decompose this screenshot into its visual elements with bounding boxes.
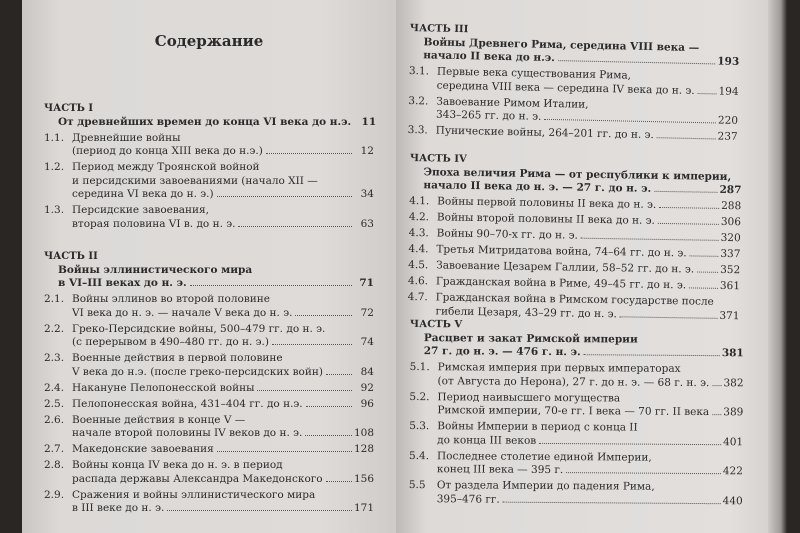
dot-leader — [190, 285, 352, 286]
toc-entry — [44, 293, 374, 320]
toc-line — [72, 502, 374, 516]
page-number: 287 — [719, 183, 742, 197]
line-text: начало II века до н.э. — [423, 49, 555, 65]
entry-number: 2.4. — [44, 381, 65, 394]
dot-leader — [305, 435, 352, 436]
page-number: 63 — [360, 217, 374, 230]
line-text: распада державы Александра Македонского — [72, 472, 323, 485]
line-text: Пелопонесская война, 431–404 гг. до н.э. — [72, 397, 303, 410]
line-text: Греко-Персидские войны, 500–479 гг. до н. э. — [72, 322, 326, 335]
dot-leader — [539, 442, 721, 444]
line-text: (от Августа до Нерона), 27 г. до н. э. — 68 г. н. э. — [437, 374, 710, 389]
toc-entry — [44, 382, 374, 396]
page-number: 193 — [717, 55, 740, 68]
part-title — [44, 115, 377, 130]
line-text: начале второй половины IV веков до н. э. — [72, 427, 303, 439]
entry-number: 2.2. — [44, 322, 65, 335]
page-number: 288 — [721, 199, 742, 213]
page-number: 220 — [717, 114, 739, 127]
dot-leader — [217, 451, 352, 452]
toc-line — [72, 459, 374, 473]
part-1 — [44, 102, 377, 231]
toc-line — [436, 243, 740, 261]
part-5 — [409, 318, 744, 508]
toc-line — [72, 218, 374, 232]
line-text: Македонские завоевания — [72, 443, 214, 455]
toc-entry — [44, 204, 374, 231]
entry-number: 3.1. — [408, 64, 430, 78]
dot-leader — [295, 315, 352, 316]
toc-line — [436, 275, 740, 293]
toc-line — [72, 175, 374, 189]
toc-line — [72, 323, 374, 337]
part-label: ЧАСТЬ II — [44, 251, 98, 262]
line-text: Сражения и войны эллинистического мира — [72, 488, 316, 501]
toc-entry — [44, 489, 374, 516]
page-number: 194 — [718, 84, 739, 98]
toc-line — [72, 336, 374, 350]
line-text: Древнейшие войны — [72, 131, 181, 144]
dot-leader — [697, 272, 718, 273]
line-text: Войны эллинов во второй половине — [72, 293, 270, 305]
line-text: в VI–III веках до н. э. — [58, 277, 187, 289]
toc-line — [436, 125, 738, 145]
line-text: Войны конца IV века до н. э. в период — [72, 459, 283, 471]
page-number: 401 — [723, 435, 744, 448]
entry-number: 5.3. — [409, 419, 430, 433]
toc-entry — [409, 420, 743, 449]
part-title — [409, 35, 739, 69]
toc-line — [437, 211, 741, 229]
line-text: Третья Митридатова война, 74–64 гг. до н. э. — [436, 243, 687, 260]
page-number: 12 — [360, 145, 374, 157]
page-number: 34 — [360, 188, 374, 200]
page-number: 11 — [361, 115, 377, 128]
page-number: 381 — [721, 347, 744, 360]
toc-entry — [409, 449, 743, 478]
dot-leader — [584, 354, 720, 356]
page-number: 237 — [717, 130, 738, 143]
page-number: 371 — [719, 309, 740, 322]
entry-number: 4.6. — [407, 274, 429, 288]
part-title — [410, 331, 744, 360]
toc-line — [58, 264, 374, 278]
page-number: 71 — [359, 277, 374, 289]
dot-leader — [266, 153, 352, 154]
toc-line — [437, 404, 743, 420]
page-number: 361 — [719, 279, 741, 293]
dot-leader — [657, 137, 716, 139]
toc-entry — [44, 323, 374, 350]
line-text: Военные действия в первой половине — [72, 352, 283, 364]
toc-entry — [44, 161, 374, 202]
part-2 — [44, 250, 374, 516]
toc-line — [72, 145, 374, 159]
line-text: Гражданская война в Римском государстве после — [435, 291, 714, 308]
dot-leader — [167, 510, 352, 511]
part-label: ЧАСТЬ IV — [409, 152, 467, 165]
toc-entry — [44, 459, 374, 486]
line-text: От раздела Империи до падения Рима, — [436, 479, 655, 493]
dot-leader — [544, 119, 716, 124]
line-text: Пунические войны, 264–201 гг. до н. э. — [435, 124, 654, 142]
line-text: Войны эллинистического мира — [58, 263, 253, 276]
line-text: Войны 90–70-х гг. до н. э. — [436, 227, 579, 242]
page-number: 382 — [723, 376, 744, 389]
line-text: середина VIII века — середина IV века до н. э. — [436, 79, 695, 97]
entry-number: 2.9. — [44, 488, 65, 501]
page-number: 84 — [360, 365, 374, 378]
dot-leader — [326, 481, 352, 482]
book-edge — [768, 0, 800, 533]
line-text: 343–265 гг. до н. э. — [435, 108, 542, 123]
entry-number: 2.5. — [44, 397, 65, 410]
toc-line — [72, 382, 374, 396]
toc-entry — [409, 390, 743, 419]
toc-line — [72, 352, 374, 366]
dot-leader — [257, 390, 352, 391]
toc-entry — [409, 65, 739, 99]
toc-line — [72, 307, 374, 321]
contents-title: Содержание — [154, 32, 264, 50]
dot-leader — [698, 93, 717, 94]
entry-number: 4.2. — [408, 210, 430, 224]
line-text: Период наивысшего могущества — [437, 390, 621, 404]
line-text: Последнее столетие единой Империи, — [436, 449, 652, 464]
toc-line — [72, 366, 374, 380]
toc-entry — [44, 414, 374, 441]
entry-number: 2.1. — [44, 293, 65, 305]
toc-line — [72, 427, 374, 441]
toc-line — [72, 398, 374, 412]
toc-line — [72, 443, 374, 457]
entry-number: 5.5 — [408, 478, 426, 492]
line-text: Гражданская война в Риме, 49–45 гг. до н. э. — [435, 275, 687, 292]
line-text: Завоевание Римом Италии, — [436, 95, 589, 111]
line-text: в III веке до н. э. — [72, 502, 165, 514]
entry-number: 1.3. — [44, 204, 65, 216]
line-text: От древнейших времен до конца VI века до н.э. — [58, 115, 352, 128]
entry-number: 3.3. — [407, 123, 428, 137]
toc-line — [72, 414, 374, 428]
right-page — [396, 0, 768, 533]
line-text: Первые века существования Рима, — [436, 65, 632, 82]
dot-leader — [306, 406, 352, 407]
line-text: Войны второй половины II века до н. э. — [436, 211, 656, 227]
toc-line — [437, 493, 743, 509]
entry-number: 2.8. — [44, 459, 65, 471]
entry-number: 4.7. — [407, 290, 428, 304]
line-text: Расцвет и закат Римской империи — [423, 331, 638, 346]
page-number: 92 — [360, 381, 374, 394]
page-number: 320 — [720, 231, 741, 245]
page-number: 96 — [360, 397, 374, 410]
entry-number: 1.2. — [44, 161, 65, 173]
page-number: 422 — [722, 465, 743, 478]
part-label: ЧАСТЬ I — [44, 103, 94, 114]
toc-entry — [44, 132, 374, 159]
dot-leader — [503, 501, 721, 504]
dot-leader — [558, 60, 715, 64]
part-label: ЧАСТЬ III — [409, 22, 469, 36]
toc-line — [72, 132, 374, 146]
dot-leader — [689, 287, 718, 288]
line-text: (период до конца XIII века до н.э.) — [72, 145, 263, 157]
line-text: Войны Древнего Рима, середина VIII века — — [423, 35, 700, 54]
page-number: 389 — [723, 406, 744, 419]
line-text: Персидские завоевания, — [72, 204, 209, 216]
line-text: V века до н.э. (после греко-персидских войн) — [72, 365, 323, 378]
page-number: 352 — [720, 263, 741, 277]
toc-line — [437, 434, 743, 450]
toc-line — [72, 489, 374, 503]
entry-number: 2.3. — [44, 352, 65, 364]
line-text: Период между Троянской войной — [72, 161, 260, 173]
toc-line — [72, 188, 374, 202]
part-3 — [408, 22, 740, 144]
dot-leader — [658, 223, 719, 225]
part-title — [44, 264, 374, 291]
line-text: 27 г. до н. э. — 476 г. н. э. — [423, 345, 581, 359]
line-text: вторая половина VI в. до н. э. — [72, 217, 236, 230]
line-text: до конца III веков — [437, 433, 537, 447]
entry-number: 5.4. — [408, 449, 430, 462]
line-text: середина VI века до н. э.) — [72, 188, 214, 200]
page-number: 337 — [720, 247, 741, 261]
toc-line — [437, 195, 741, 213]
page-number: 306 — [720, 215, 742, 229]
entry-number: 1.1. — [44, 131, 65, 144]
line-text: (с перерывом в 490–480 гг. до н. э.) — [72, 336, 269, 348]
part-label: ЧАСТЬ V — [409, 318, 463, 331]
toc-line — [58, 277, 374, 291]
toc-line — [72, 473, 374, 487]
part-title — [409, 165, 741, 197]
line-text: Эпоха величия Рима — от республики к империи, — [423, 165, 732, 183]
entry-number: 4.5. — [408, 258, 429, 272]
dot-leader — [620, 316, 718, 319]
toc-line — [72, 293, 374, 307]
page-number: 171 — [353, 502, 374, 514]
entry-number: 4.1. — [409, 194, 430, 208]
toc-line — [437, 463, 743, 479]
line-text: и персидскими завоеваниями (начало XII — — [72, 174, 318, 187]
toc-line — [72, 161, 374, 175]
line-text: Завоевание Цезарем Галлии, 58–52 гг. до н. э. — [436, 259, 695, 276]
dot-leader — [581, 238, 719, 241]
entry-number: 3.2. — [408, 94, 429, 107]
line-text: Военные действия в конце V — — [72, 413, 246, 426]
page-number: 72 — [360, 306, 374, 319]
toc-line — [424, 345, 744, 361]
toc-line — [58, 115, 377, 130]
dot-leader — [217, 196, 352, 197]
dot-leader — [654, 191, 717, 193]
page-number: 440 — [722, 494, 743, 507]
page-number: 156 — [353, 472, 374, 485]
line-text: конец III века — 395 г. — [436, 463, 564, 477]
dot-leader — [712, 385, 721, 386]
toc-line — [437, 227, 741, 245]
entry-number: 4.3. — [408, 226, 429, 240]
dot-leader — [566, 472, 721, 474]
entry-number: 5.2. — [409, 390, 430, 403]
toc-entry — [410, 361, 744, 390]
dot-leader — [690, 255, 719, 256]
toc-entry — [408, 94, 738, 128]
entry-number: 4.4. — [408, 242, 429, 256]
page-number: 128 — [353, 443, 374, 455]
line-text: Войны первой половины II века до н. э. — [437, 195, 657, 211]
line-text: Римской империи, 70-е гг. I века — 70 гг. II века — [437, 404, 710, 419]
page-number: 74 — [360, 336, 374, 348]
line-text: 395–476 гг. — [436, 492, 500, 506]
toc-entry — [44, 398, 374, 412]
line-text: гибели Цезаря, 43–29 гг. до н. э. — [435, 304, 618, 320]
part-4 — [407, 152, 742, 323]
line-text: Войны Империи в период с конца II — [437, 420, 638, 434]
toc-entry — [44, 352, 374, 379]
dot-leader — [238, 226, 352, 227]
toc-entry — [44, 443, 374, 457]
dot-leader — [326, 374, 352, 375]
toc-entry — [409, 479, 743, 508]
entry-number: 2.6. — [44, 413, 65, 426]
toc-line — [436, 259, 740, 277]
line-text: VI века до н. э. — начале V века до н. э. — [72, 306, 293, 319]
dot-leader — [659, 207, 719, 209]
line-text: Римская империя при первых императорах — [437, 361, 681, 375]
dot-leader — [712, 414, 721, 415]
entry-number: 2.7. — [44, 443, 65, 455]
entry-number: 5.1. — [409, 360, 430, 374]
page-number: 108 — [353, 427, 374, 439]
dot-leader — [272, 344, 352, 345]
toc-line — [438, 375, 744, 391]
line-text: Накануне Пелопонесской войны — [72, 381, 255, 394]
left-page — [22, 0, 396, 533]
toc-line — [72, 204, 374, 218]
line-text: начало II века до н. э. — 27 г. до н. э. — [423, 179, 652, 195]
